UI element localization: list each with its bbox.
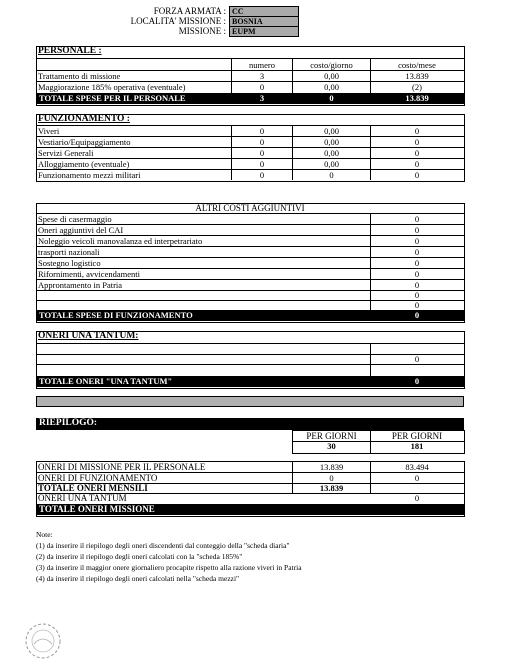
row-costo-giorno: 0,00 (324, 148, 339, 158)
row-costo-mese: 0 (414, 247, 420, 257)
divider (36, 343, 464, 344)
row-costo-mese: 0 (414, 170, 420, 180)
total-mese: 13.839 (405, 93, 429, 103)
row-label: Alloggiamento (eventuale) (38, 159, 130, 169)
divider (36, 58, 464, 59)
gray-separator (36, 396, 464, 407)
note-item: (3) da inserire il maggior onere giornaliero procapite rispetto alla razione viveri in Patria (36, 563, 302, 572)
total-label: TOTALE SPESE PER IL PERSONALE (39, 93, 186, 103)
row-label: Funzionamento mezzi militari (38, 170, 141, 180)
per-giorni-value-1: 30 (327, 441, 336, 451)
una-tantum-title: ONERI UNA TANTUM: (38, 331, 139, 341)
row-label: ONERI DI FUNZIONAMENTO (38, 473, 158, 483)
row-label: Servizi Generali (38, 148, 94, 158)
col-costo-mese-header: costo/mese (398, 60, 436, 70)
row-label: trasporti nazionali (38, 247, 100, 257)
row-costo-mese: 0 (414, 214, 420, 224)
row-costo-mese: 0 (414, 300, 420, 310)
localita-label: LOCALITA' MISSIONE : (130, 16, 226, 26)
altri-costi-title: ALTRI COSTI AGGIUNTIVI (195, 203, 305, 213)
total-label: TOTALE ONERI MISSIONE (39, 504, 155, 514)
total-label: TOTALE SPESE DI FUNZIONAMENTO (39, 310, 193, 320)
divider (292, 441, 464, 442)
row-label: Viveri (38, 126, 60, 136)
row-costo-mese: 0 (414, 290, 420, 300)
divider (36, 364, 464, 365)
row-costo-mese: 13.839 (405, 71, 429, 81)
row-costo-mese: 0 (414, 159, 420, 169)
una-tantum-total-bar (36, 376, 464, 387)
row-label: Spese di casermaggio (38, 214, 112, 224)
row-costo-mese: 0 (414, 126, 420, 136)
row-costo-giorno: 0,00 (324, 159, 339, 169)
row-v2: 83.494 (405, 462, 429, 472)
per-giorni-value-2: 181 (410, 441, 424, 451)
row-costo-mese: 0 (414, 258, 420, 268)
row-label: Approntamento in Patria (38, 280, 123, 290)
stamp-mark (22, 620, 64, 662)
row-costo-giorno: 0 (329, 170, 334, 180)
row-label: Vestiario/Equipaggiamento (38, 137, 131, 147)
row-label: Sostegno logistico (38, 258, 101, 268)
per-giorni-header-2: PER GIORNI (391, 431, 443, 441)
row-numero: 0 (259, 82, 265, 92)
row-costo-mese: 0 (414, 225, 420, 235)
note-item: (4) da inserire il riepilogo degli oneri calcolati nella "scheda mezzi" (36, 574, 240, 583)
total-numero: 3 (259, 93, 265, 103)
row-numero: 0 (259, 170, 265, 180)
row-v1: 13.839 (319, 462, 344, 472)
row-numero: 0 (259, 137, 265, 147)
row-numero: 3 (259, 71, 265, 81)
personale-total-bar (36, 93, 464, 104)
row-label: Oneri aggiuntivi del CAI (38, 225, 124, 235)
una-tantum-value: 0 (414, 354, 420, 364)
row-v2: 0 (414, 473, 420, 483)
row-numero: 0 (259, 148, 265, 158)
row-label: Noleggio veicoli manovalanza ed interpetrariato (38, 236, 203, 246)
riepilogo-title: RIEPILOGO: (39, 418, 98, 428)
row-costo-giorno: 0,00 (324, 71, 339, 81)
missione-value: EUPM (229, 26, 299, 37)
personale-title: PERSONALE : (38, 46, 102, 56)
total-value: 0 (414, 376, 420, 386)
row-costo-mese: 0 (414, 236, 420, 246)
row-label: Maggiorazione 185% operativa (eventuale) (38, 82, 186, 92)
riepilogo-total-bar (36, 504, 464, 515)
row-v1: 0 (329, 473, 334, 483)
row-label: ONERI UNA TANTUM (38, 493, 127, 503)
row-costo-mese: 0 (414, 280, 420, 290)
row-label: Rifornimenti, avvicendamenti (38, 269, 140, 279)
row-costo-giorno: 0,00 (324, 82, 339, 92)
per-giorni-header-1: PER GIORNI (306, 431, 357, 441)
funzionamento-title: FUNZIONAMENTO : (38, 114, 130, 124)
missione-label: MISSIONE : (178, 26, 226, 36)
row-costo-giorno: 0,00 (324, 137, 339, 147)
total-giorno: 0 (329, 93, 334, 103)
row-v2: 0 (414, 493, 420, 503)
row-label: ONERI DI MISSIONE PER IL PERSONALE (38, 462, 206, 472)
forza-armata-label: FORZA ARMATA : (153, 6, 226, 16)
total-mese: 0 (414, 310, 420, 320)
row-v1: 13.839 (319, 483, 344, 493)
row-costo-mese: 0 (414, 269, 420, 279)
funzionamento-total-bar (36, 310, 464, 321)
row-costo-mese: (2) (412, 82, 422, 92)
row-numero: 0 (259, 126, 265, 136)
total-label: TOTALE ONERI "UNA TANTUM" (39, 376, 173, 386)
localita-value: BOSNIA (229, 16, 299, 27)
note-item: (1) da inserire il riepilogo degli oneri discendenti dal conteggio della "scheda diaria" (36, 541, 290, 550)
row-label: Trattamento di missione (38, 71, 121, 81)
row-costo-mese: 0 (414, 148, 420, 158)
note-item: (2) da inserire il riepilogo degli oneri calcolati con la "scheda 185%" (36, 552, 243, 561)
forza-armata-value: CC (229, 6, 299, 17)
col-numero-header: numero (249, 60, 275, 70)
col-costo-giorno-header: costo/giorno (310, 60, 353, 70)
row-costo-giorno: 0,00 (324, 126, 339, 136)
row-costo-mese: 0 (414, 137, 420, 147)
riepilogo-title-bar (36, 418, 464, 430)
row-label: TOTALE ONERI MENSILI (38, 483, 148, 493)
notes-title: Note: (36, 530, 53, 539)
row-numero: 0 (259, 159, 265, 169)
